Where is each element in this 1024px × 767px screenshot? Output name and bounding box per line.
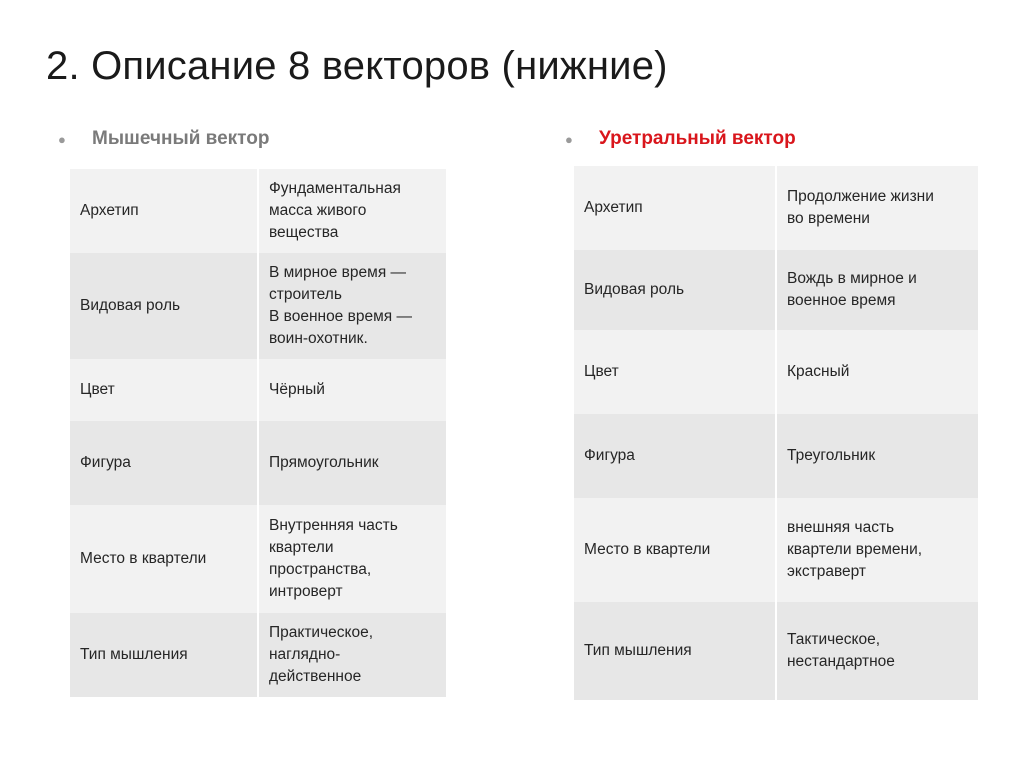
- row-key: Архетип: [70, 169, 257, 253]
- row-key: Цвет: [574, 330, 775, 414]
- row-value: Практическое, наглядно- действенное: [259, 613, 446, 697]
- page-title: 2. Описание 8 векторов (нижние): [46, 44, 668, 88]
- right-column-heading: [565, 128, 796, 150]
- table-row: [70, 421, 446, 505]
- row-value: В мирное время — строитель В военное время — воин-охотник.: [259, 253, 446, 359]
- table-row: [70, 253, 446, 359]
- table-row: [574, 250, 978, 330]
- row-value: Красный: [777, 330, 978, 414]
- row-value: Внутренняя часть квартели пространства, интроверт: [259, 505, 446, 613]
- row-value: Фундаментальная масса живого вещества: [259, 169, 446, 253]
- table-row: [574, 330, 978, 414]
- row-key: Видовая роль: [574, 250, 775, 330]
- right-heading-label: Уретральный вектор: [599, 128, 796, 149]
- row-key: Тип мышления: [574, 602, 775, 700]
- left-column-heading: [58, 128, 269, 150]
- row-key: Видовая роль: [70, 253, 257, 359]
- urethral-vector-table: [572, 166, 980, 700]
- table-row: [70, 359, 446, 421]
- table-row: [70, 505, 446, 613]
- row-key: Тип мышления: [70, 613, 257, 697]
- row-value: Вождь в мирное и военное время: [777, 250, 978, 330]
- row-value: Чёрный: [259, 359, 446, 421]
- table-row: [70, 169, 446, 253]
- table-row: [574, 414, 978, 498]
- table-row: [574, 166, 978, 250]
- table-row: [574, 498, 978, 602]
- bullet-icon: ●: [565, 131, 573, 147]
- row-value: Продолжение жизни во времени: [777, 166, 978, 250]
- row-key: Цвет: [70, 359, 257, 421]
- row-key: Место в квартели: [574, 498, 775, 602]
- muscle-vector-table: [68, 169, 448, 697]
- left-heading-label: Мышечный вектор: [92, 128, 270, 149]
- bullet-icon: ●: [58, 131, 66, 147]
- row-key: Фигура: [70, 421, 257, 505]
- row-key: Фигура: [574, 414, 775, 498]
- row-key: Место в квартели: [70, 505, 257, 613]
- table-row: [70, 613, 446, 697]
- table-row: [574, 602, 978, 700]
- row-value: Треугольник: [777, 414, 978, 498]
- row-key: Архетип: [574, 166, 775, 250]
- row-value: Прямоугольник: [259, 421, 446, 505]
- row-value: Тактическое, нестандартное: [777, 602, 978, 700]
- row-value: внешняя часть квартели времени, экстраверт: [777, 498, 978, 602]
